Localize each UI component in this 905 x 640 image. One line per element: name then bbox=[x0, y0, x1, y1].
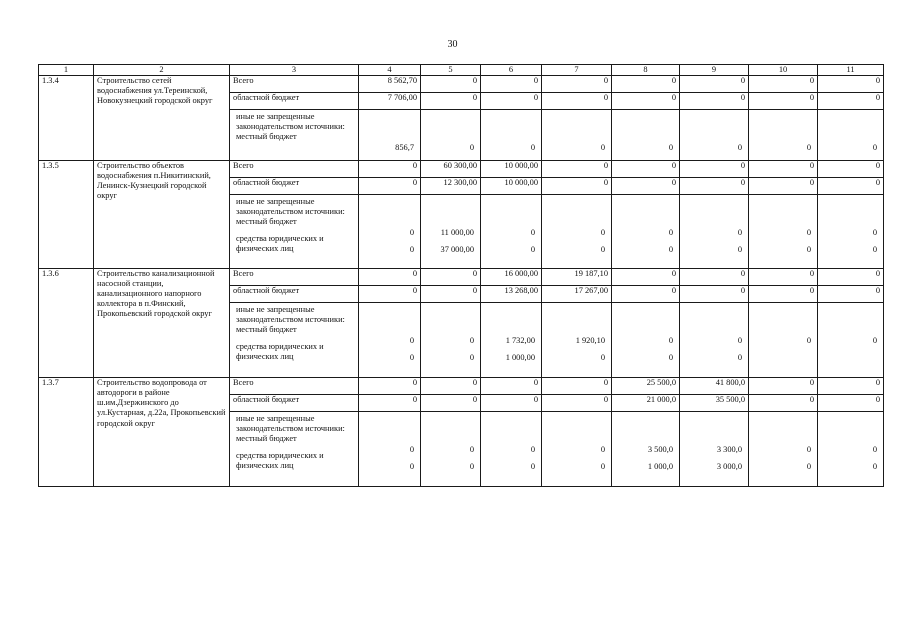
column-number: 9 bbox=[680, 65, 749, 76]
funding-source-label: областной бюджет bbox=[230, 93, 359, 110]
funding-value: 0 bbox=[600, 462, 605, 472]
funding-source-label: средства юридических и физических лиц bbox=[236, 234, 324, 254]
column-number: 1 bbox=[39, 65, 94, 76]
funding-value: 0 bbox=[600, 445, 605, 455]
funding-value: 0 bbox=[481, 93, 542, 110]
funding-value: 0 bbox=[600, 143, 605, 153]
funding-value-cell bbox=[542, 195, 612, 269]
funding-value: 0 bbox=[806, 336, 811, 346]
funding-value: 0 bbox=[421, 93, 481, 110]
funding-value-cell bbox=[359, 110, 421, 161]
funding-value: 1 000,0 bbox=[647, 462, 673, 472]
funding-value: 0 bbox=[872, 245, 877, 255]
funding-value: 0 bbox=[749, 395, 818, 412]
other-sources-cell bbox=[230, 303, 359, 378]
funding-value: 0 bbox=[359, 378, 421, 395]
funding-value: 0 bbox=[481, 76, 542, 93]
funding-value-cell bbox=[421, 110, 481, 161]
funding-value: 0 bbox=[612, 76, 680, 93]
funding-value: 12 300,00 bbox=[421, 178, 481, 195]
funding-value: 0 bbox=[749, 178, 818, 195]
measure-code: 1.3.4 bbox=[39, 76, 94, 161]
funding-value: 0 bbox=[481, 395, 542, 412]
funding-value-cell bbox=[481, 412, 542, 487]
funding-value-cell bbox=[421, 303, 481, 378]
column-number: 8 bbox=[612, 65, 680, 76]
funding-value: 0 bbox=[806, 462, 811, 472]
funding-value-cell bbox=[680, 412, 749, 487]
funding-value: 0 bbox=[668, 143, 673, 153]
funding-value-cell bbox=[612, 303, 680, 378]
funding-value: 0 bbox=[806, 245, 811, 255]
column-number: 2 bbox=[94, 65, 230, 76]
funding-value: 0 bbox=[872, 445, 877, 455]
measure-code: 1.3.6 bbox=[39, 269, 94, 378]
funding-value: 0 bbox=[680, 178, 749, 195]
funding-value: 35 500,0 bbox=[680, 395, 749, 412]
measure-name: Строительство канализационной насосной станции, канализационного напорного коллектора в п.Финский, Прокопьевский городской округ bbox=[94, 269, 230, 378]
measure-name: Строительство водопровода от автодороги в районе ш.им.Дзержинского до ул.Кустарная, д.22а, Прокопьевский городской округ bbox=[94, 378, 230, 487]
funding-value: 0 bbox=[530, 228, 535, 238]
funding-value: 0 bbox=[668, 228, 673, 238]
funding-value: 0 bbox=[680, 286, 749, 303]
funding-value-cell bbox=[749, 195, 818, 269]
funding-value: 0 bbox=[421, 395, 481, 412]
measure-name: Строительство сетей водоснабжения ул.Тереинской, Новокузнецкий городской округ bbox=[94, 76, 230, 161]
funding-value: 10 000,00 bbox=[481, 161, 542, 178]
funding-value-cell bbox=[680, 110, 749, 161]
funding-value: 0 bbox=[612, 269, 680, 286]
funding-value: 17 267,00 bbox=[542, 286, 612, 303]
funding-value: 0 bbox=[872, 228, 877, 238]
funding-value: 0 bbox=[818, 286, 884, 303]
funding-value: 0 bbox=[530, 245, 535, 255]
funding-value-cell bbox=[359, 195, 421, 269]
funding-value: 7 706,00 bbox=[359, 93, 421, 110]
funding-value-cell bbox=[359, 303, 421, 378]
funding-value: 0 bbox=[600, 245, 605, 255]
funding-value-cell bbox=[749, 110, 818, 161]
funding-value: 0 bbox=[749, 161, 818, 178]
funding-value: 0 bbox=[668, 245, 673, 255]
funding-value: 0 bbox=[469, 445, 474, 455]
funding-value-cell bbox=[481, 110, 542, 161]
funding-source-label: средства юридических и физических лиц bbox=[236, 451, 324, 471]
funding-value: 0 bbox=[469, 462, 474, 472]
funding-source-label: Всего bbox=[230, 76, 359, 93]
funding-source-label: Всего bbox=[230, 161, 359, 178]
funding-value: 11 000,00 bbox=[440, 228, 474, 238]
other-sources-heading: иные не запрещенные законодательством источники: bbox=[236, 197, 345, 217]
funding-value-cell bbox=[481, 195, 542, 269]
funding-source-label: местный бюджет bbox=[236, 132, 297, 142]
funding-value: 0 bbox=[600, 228, 605, 238]
funding-value: 0 bbox=[818, 269, 884, 286]
funding-value: 1 000,00 bbox=[505, 353, 535, 363]
funding-value-cell bbox=[542, 303, 612, 378]
funding-value: 0 bbox=[806, 445, 811, 455]
funding-value: 0 bbox=[421, 269, 481, 286]
funding-value: 0 bbox=[737, 143, 742, 153]
column-number: 7 bbox=[542, 65, 612, 76]
table-row bbox=[39, 378, 884, 395]
other-sources-heading: иные не запрещенные законодательством источники: bbox=[236, 414, 345, 434]
funding-value: 0 bbox=[749, 76, 818, 93]
funding-value: 0 bbox=[542, 395, 612, 412]
funding-value: 0 bbox=[542, 161, 612, 178]
funding-value: 856,7 bbox=[395, 143, 414, 153]
funding-value: 0 bbox=[542, 378, 612, 395]
funding-value: 10 000,00 bbox=[481, 178, 542, 195]
funding-value-cell bbox=[749, 303, 818, 378]
funding-value-cell bbox=[612, 195, 680, 269]
funding-value: 0 bbox=[612, 178, 680, 195]
funding-value: 0 bbox=[680, 93, 749, 110]
measure-code: 1.3.7 bbox=[39, 378, 94, 487]
funding-value: 8 562,70 bbox=[359, 76, 421, 93]
funding-value: 0 bbox=[421, 378, 481, 395]
funding-value: 0 bbox=[818, 395, 884, 412]
funding-value-cell bbox=[818, 110, 884, 161]
funding-value: 0 bbox=[749, 378, 818, 395]
funding-value: 0 bbox=[612, 93, 680, 110]
funding-value: 0 bbox=[818, 178, 884, 195]
funding-value-cell bbox=[542, 110, 612, 161]
funding-value: 0 bbox=[872, 462, 877, 472]
funding-value-cell bbox=[612, 110, 680, 161]
funding-value: 0 bbox=[409, 353, 414, 363]
funding-value: 0 bbox=[668, 353, 673, 363]
funding-value-cell bbox=[818, 303, 884, 378]
funding-source-label: местный бюджет bbox=[236, 325, 297, 335]
other-sources-cell bbox=[230, 412, 359, 487]
funding-value: 0 bbox=[872, 143, 877, 153]
funding-value: 0 bbox=[600, 353, 605, 363]
funding-value-cell bbox=[421, 195, 481, 269]
column-number: 5 bbox=[421, 65, 481, 76]
funding-value: 25 500,0 bbox=[612, 378, 680, 395]
funding-value: 0 bbox=[818, 93, 884, 110]
funding-value: 0 bbox=[612, 161, 680, 178]
other-sources-heading: иные не запрещенные законодательством источники: bbox=[236, 112, 345, 132]
funding-value: 13 268,00 bbox=[481, 286, 542, 303]
other-sources-heading: иные не запрещенные законодательством источники: bbox=[236, 305, 345, 325]
measure-name: Строительство объектов водоснабжения п.Никитинский, Ленинск-Кузнецкий городской округ bbox=[94, 161, 230, 269]
funding-value: 0 bbox=[359, 286, 421, 303]
funding-value: 0 bbox=[818, 378, 884, 395]
funding-source-label: Всего bbox=[230, 378, 359, 395]
funding-value: 0 bbox=[737, 245, 742, 255]
funding-value: 1 732,00 bbox=[505, 336, 535, 346]
funding-value: 3 000,0 bbox=[716, 462, 742, 472]
funding-value: 0 bbox=[409, 336, 414, 346]
table-row bbox=[39, 269, 884, 286]
column-number-row bbox=[39, 65, 884, 76]
funding-value: 1 920,10 bbox=[575, 336, 605, 346]
page-number: 30 bbox=[447, 39, 458, 50]
funding-value: 0 bbox=[359, 178, 421, 195]
funding-value: 0 bbox=[359, 395, 421, 412]
column-number: 6 bbox=[481, 65, 542, 76]
funding-source-label: местный бюджет bbox=[236, 434, 297, 444]
funding-value: 0 bbox=[612, 286, 680, 303]
funding-value: 0 bbox=[749, 269, 818, 286]
funding-value: 0 bbox=[421, 76, 481, 93]
funding-value: 16 000,00 bbox=[481, 269, 542, 286]
funding-value: 19 187,10 bbox=[542, 269, 612, 286]
funding-source-label: областной бюджет bbox=[230, 178, 359, 195]
funding-value: 0 bbox=[542, 93, 612, 110]
funding-value bbox=[821, 353, 880, 376]
funding-value: 0 bbox=[818, 161, 884, 178]
funding-value: 0 bbox=[680, 76, 749, 93]
funding-value: 0 bbox=[818, 76, 884, 93]
funding-value: 0 bbox=[668, 336, 673, 346]
funding-value: 0 bbox=[359, 269, 421, 286]
funding-value-cell bbox=[359, 412, 421, 487]
funding-value: 0 bbox=[806, 143, 811, 153]
funding-value-cell bbox=[680, 303, 749, 378]
funding-value-cell bbox=[421, 412, 481, 487]
funding-value-cell bbox=[749, 412, 818, 487]
funding-value: 0 bbox=[542, 76, 612, 93]
funding-value: 0 bbox=[409, 245, 414, 255]
funding-value-cell bbox=[481, 303, 542, 378]
funding-value: 37 000,00 bbox=[440, 245, 474, 255]
funding-value: 0 bbox=[680, 269, 749, 286]
funding-value: 0 bbox=[737, 228, 742, 238]
funding-source-label: Всего bbox=[230, 269, 359, 286]
funding-value: 0 bbox=[530, 143, 535, 153]
table-row bbox=[39, 76, 884, 93]
funding-value: 0 bbox=[469, 336, 474, 346]
funding-value bbox=[752, 353, 814, 376]
funding-value: 0 bbox=[469, 353, 474, 363]
funding-value: 0 bbox=[542, 178, 612, 195]
budget-table bbox=[38, 64, 884, 487]
funding-source-label: областной бюджет bbox=[230, 286, 359, 303]
measure-code: 1.3.5 bbox=[39, 161, 94, 269]
table-row bbox=[39, 161, 884, 178]
funding-value-cell bbox=[680, 195, 749, 269]
funding-value: 0 bbox=[359, 161, 421, 178]
column-number: 3 bbox=[230, 65, 359, 76]
funding-value: 0 bbox=[749, 286, 818, 303]
funding-value: 0 bbox=[749, 93, 818, 110]
funding-value-cell bbox=[612, 412, 680, 487]
funding-value: 0 bbox=[872, 336, 877, 346]
funding-value: 3 300,0 bbox=[716, 445, 742, 455]
funding-value: 60 300,00 bbox=[421, 161, 481, 178]
other-sources-cell bbox=[230, 195, 359, 269]
funding-value: 0 bbox=[530, 462, 535, 472]
funding-value: 41 800,0 bbox=[680, 378, 749, 395]
funding-source-label: местный бюджет bbox=[236, 217, 297, 227]
funding-value: 21 000,0 bbox=[612, 395, 680, 412]
funding-value: 0 bbox=[680, 161, 749, 178]
funding-value: 0 bbox=[737, 336, 742, 346]
column-number: 10 bbox=[749, 65, 818, 76]
funding-value: 3 500,0 bbox=[647, 445, 673, 455]
funding-source-label: областной бюджет bbox=[230, 395, 359, 412]
other-sources-cell bbox=[230, 110, 359, 161]
funding-value: 0 bbox=[421, 286, 481, 303]
funding-value: 0 bbox=[469, 143, 474, 153]
funding-source-label: средства юридических и физических лиц bbox=[236, 342, 324, 362]
funding-value-cell bbox=[542, 412, 612, 487]
funding-value: 0 bbox=[530, 445, 535, 455]
funding-value: 0 bbox=[409, 445, 414, 455]
funding-value-cell bbox=[818, 412, 884, 487]
column-number: 4 bbox=[359, 65, 421, 76]
column-number: 11 bbox=[818, 65, 884, 76]
funding-value: 0 bbox=[737, 353, 742, 363]
funding-value-cell bbox=[818, 195, 884, 269]
funding-value: 0 bbox=[409, 462, 414, 472]
funding-value: 0 bbox=[409, 228, 414, 238]
funding-value: 0 bbox=[481, 378, 542, 395]
funding-value: 0 bbox=[806, 228, 811, 238]
